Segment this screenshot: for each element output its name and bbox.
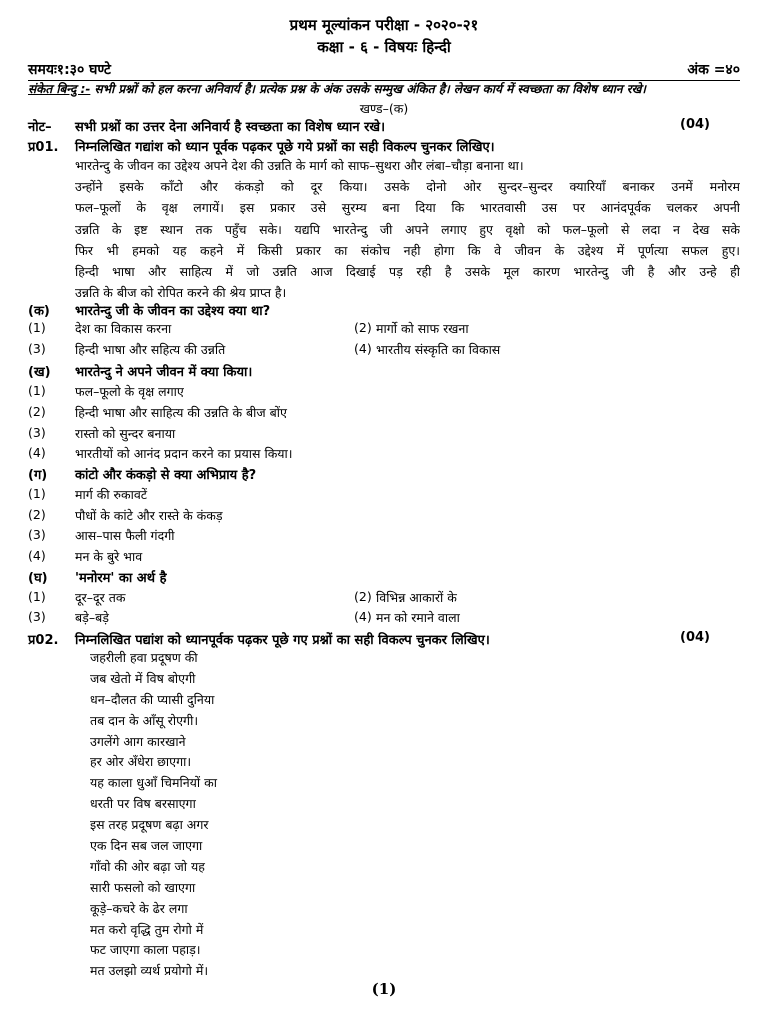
poem-line: जहरीली हवा प्रदूषण की <box>90 650 198 665</box>
option-number: (1) <box>28 589 46 604</box>
option-number: (2) <box>28 404 46 419</box>
sub-question-text: भारतेन्दु जी के जीवन का उद्देश्य क्या था? <box>75 304 271 319</box>
sub-question-label: (क) <box>28 304 50 319</box>
option-text: भारतीय संस्कृति का विकास <box>376 342 501 357</box>
passage-line: फल–फूलों के वृक्ष लगायें। इस प्रकार उसे सुरम्य बना दिया कि भारतवासी उस पर आनंदपूर्वक चलकर अपनी <box>75 200 740 216</box>
sub-question-label: (ग) <box>28 468 48 483</box>
option-number: (1) <box>28 320 46 335</box>
instructions-label: संकेत बिन्दु :- <box>28 82 91 96</box>
option-text: देश का विकास करना <box>75 321 172 336</box>
poem-line: हर ओर अँधेरा छाएगा। <box>90 754 192 770</box>
option-text: हिन्दी भाषा और सहित्य की उन्नति <box>75 342 226 357</box>
question-1-text: निम्नलिखित गद्यांश को ध्यान पूर्वक पढ़कर पूछे गये प्रश्नों का सही विकल्प चुनकर लिखिए। <box>75 140 495 155</box>
exam-title: प्रथम मूल्यांकन परीक्षा - २०२०-२१ <box>289 16 479 34</box>
option-text: हिन्दी भाषा और साहित्य की उन्नति के बीज बोंए <box>75 405 287 420</box>
option-number: (3) <box>28 527 46 542</box>
option-number: (3) <box>28 341 46 356</box>
poem-line: सारी फसलो को खाएगा <box>90 879 196 895</box>
option-number: (2) <box>354 320 372 335</box>
option-text: विभिन्न आकारों के <box>376 590 457 605</box>
instructions <box>28 80 740 97</box>
passage-line: फिर भी हमको यह कहने में किसी प्रकार का संकोच नही होगा कि वे जीवन के उद्देश्य में पूर्णत्या सफल हुए। <box>75 242 740 258</box>
sub-question-label: (घ) <box>28 571 48 586</box>
poem-line: धन–दौलत की प्यासी दुनिया <box>90 691 215 707</box>
note-marks: (04) <box>680 117 710 132</box>
time-label: समयः१:३० घण्टे <box>28 62 111 78</box>
option-text: भारतीयों को आनंद प्रदान करने का प्रयास किया। <box>75 446 293 461</box>
option-text: मार्गो को साफ रखना <box>376 321 469 336</box>
poem-line: इस तरह प्रदूषण बढ़ा अगर <box>90 817 209 833</box>
poem <box>90 648 217 982</box>
passage <box>75 155 740 303</box>
poem-line: कूड़े–कचरे के ढेर लगा <box>90 900 188 916</box>
poem-line: तब दान के आँसू रोएगी। <box>90 712 199 728</box>
option-number: (4) <box>354 341 372 356</box>
poem-line: मत उलझो व्यर्थ प्रयोगो में। <box>90 963 209 979</box>
option-number: (2) <box>28 507 46 522</box>
poem-line: गाँवो की ओर बढ़ा जो यह <box>90 858 205 874</box>
passage-line: हिन्दी भाषा और साहित्य में जो उन्नति आज दिखाई पड़ रही है उसके मूल कारण भारतेन्दु जी है और उन्हे ही <box>75 263 740 279</box>
option-text: फल–फूलो के वृक्ष लगाए <box>75 384 184 399</box>
option-text: दूर–दूर तक <box>75 590 126 605</box>
poem-line: एक दिन सब जल जाएगा <box>90 838 203 854</box>
option-number: (2) <box>354 589 372 604</box>
question-2-marks: (04) <box>680 630 710 645</box>
option-number: (1) <box>28 383 46 398</box>
option-number: (4) <box>28 548 46 563</box>
option-text: पौधों के कांटे और रास्ते के कंकड़ <box>75 508 223 523</box>
poem-line: उगलेंगे आग कारखाने <box>90 733 186 749</box>
exam-subtitle: कक्षा - ६ - विषयः हिन्दी <box>317 38 451 56</box>
poem-line: यह काला धुआँ चिमनियों का <box>90 775 217 791</box>
question-2-text: निम्नलिखित पद्यांश को ध्यानपूर्वक पढ़कर पूछे गए प्रश्नों का सही विकल्प चुनकर लिखिए। <box>75 633 490 648</box>
poem-line: फट जाएगा काला पहाड़। <box>90 942 201 958</box>
sub-question-label: (ख) <box>28 365 51 380</box>
option-text: मन के बुरे भाव <box>75 549 143 564</box>
option-number: (4) <box>28 445 46 460</box>
option-number: (4) <box>354 609 372 624</box>
passage-line: भारतेन्दु के जीवन का उद्देश्य अपने देश की उन्नति के मार्ग को साफ–सुथरा और लंबा–चौड़ा बनाना था। <box>75 158 524 173</box>
option-text: मार्ग की रुकावटें <box>75 487 148 502</box>
section-heading: खण्ड–(क) <box>359 101 409 116</box>
meta-row <box>28 60 740 81</box>
passage-line: उन्नति के इष्ट स्थान तक पहुँच सके। यद्यपि भारतेन्दु जी अपने लगाए हुए वृक्षो को फल–फूलो से लदा न देख सके <box>75 221 740 237</box>
page-number: (1) <box>371 980 397 998</box>
note-label: नोट– <box>28 120 52 135</box>
passage-line: उन्नति के बीज को रोपित करने की श्रेय प्राप्त है। <box>75 285 287 301</box>
option-text: रास्तो को सुन्दर बनाया <box>75 426 176 441</box>
note-text: सभी प्रश्नों का उत्तर देना अनिवार्य है स्वच्छता का विशेष ध्यान रखे। <box>75 120 385 135</box>
option-text: बड़े–बड़े <box>75 610 109 625</box>
option-number: (3) <box>28 609 46 624</box>
total-marks-label: अंक =४० <box>687 62 740 78</box>
sub-question-text: 'मनोरम' का अर्थ है <box>75 571 167 586</box>
sub-question-text: कांटो और कंकड़ो से क्या अभिप्राय है? <box>75 468 257 483</box>
option-text: आस–पास फैली गंदगी <box>75 528 175 543</box>
question-2-label: प्र02. <box>28 633 59 648</box>
poem-line: धरती पर विष बरसाएगा <box>90 796 196 812</box>
passage-line: उन्होंने इसके काँटो और कंकड़ो को दूर किया। उसके दोनो ओर सुन्दर–सुन्दर क्यारियाँ बनाकर उनमें मनोरम <box>75 179 740 195</box>
poem-line: जब खेतो में विष बोएगी <box>90 670 196 686</box>
option-number: (1) <box>28 486 46 501</box>
option-text: मन को रमाने वाला <box>376 610 460 625</box>
poem-line: मत करो वृद्धि तुम रोगो में <box>90 921 204 937</box>
option-number: (3) <box>28 425 46 440</box>
sub-question-text: भारतेन्दु ने अपने जीवन में क्या किया। <box>75 365 253 380</box>
instructions-text: सभी प्रश्नों को हल करना अनिवार्य है। प्रत्येक प्रश्न के अंक उसके सम्मुख अंकित है। लेखन कार्य में स्वच्छता का विशेष ध्यान रखे। <box>90 82 646 96</box>
question-1-label: प्र01. <box>28 140 59 155</box>
